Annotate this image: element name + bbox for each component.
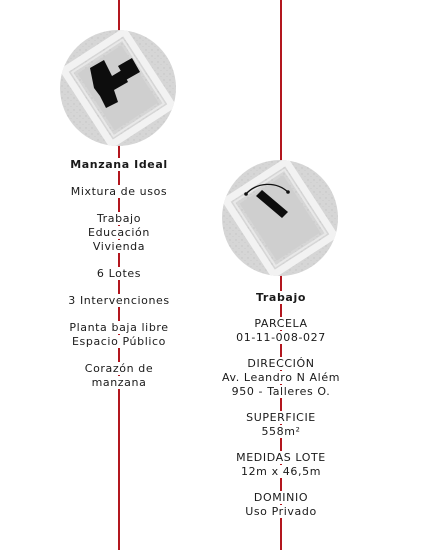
left-text-line: manzana (91, 376, 147, 389)
left-text-line: Trabajo (96, 212, 142, 225)
right-group (181, 357, 381, 399)
right-text-line: 950 - Talleres O. (231, 385, 331, 398)
right-group (181, 317, 381, 345)
right-text-line: 12m x 46,5m (240, 465, 322, 478)
left-text-line: 3 Intervenciones (68, 294, 170, 307)
right-group (181, 451, 381, 479)
right-text-line: DIRECCIÓN (247, 357, 315, 370)
right-group (181, 491, 381, 519)
right-text-line: DOMINIO (253, 491, 309, 504)
left-text-line: Espacio Público (71, 335, 167, 348)
right-text-line: 558m² (261, 425, 301, 438)
left-text-line: Planta baja libre (69, 321, 169, 334)
right-column (181, 291, 381, 519)
right-text-line: Av. Leandro N Além (221, 371, 341, 384)
right-text-line: MEDIDAS LOTE (236, 451, 326, 464)
right-text-line: Uso Privado (245, 505, 317, 518)
right-text-line: 01-11-008-027 (236, 331, 326, 344)
left-site-plan-map (60, 30, 176, 146)
right-group (181, 411, 381, 439)
left-text-line: Mixtura de usos (70, 185, 168, 198)
right-text-line: PARCELA (254, 317, 308, 330)
left-text-line: Educación (88, 226, 150, 239)
left-text-line: 6 Lotes (96, 267, 142, 280)
left-text-line: Vivienda (92, 240, 146, 253)
right-title: Trabajo (181, 291, 381, 305)
left-group (19, 267, 219, 281)
left-text-line: Corazón de (84, 362, 154, 375)
left-group (19, 212, 219, 254)
left-group (19, 185, 219, 199)
right-text-line: SUPERFICIE (246, 411, 316, 424)
right-site-plan-map (222, 160, 338, 276)
left-title: Manzana Ideal (19, 158, 219, 172)
